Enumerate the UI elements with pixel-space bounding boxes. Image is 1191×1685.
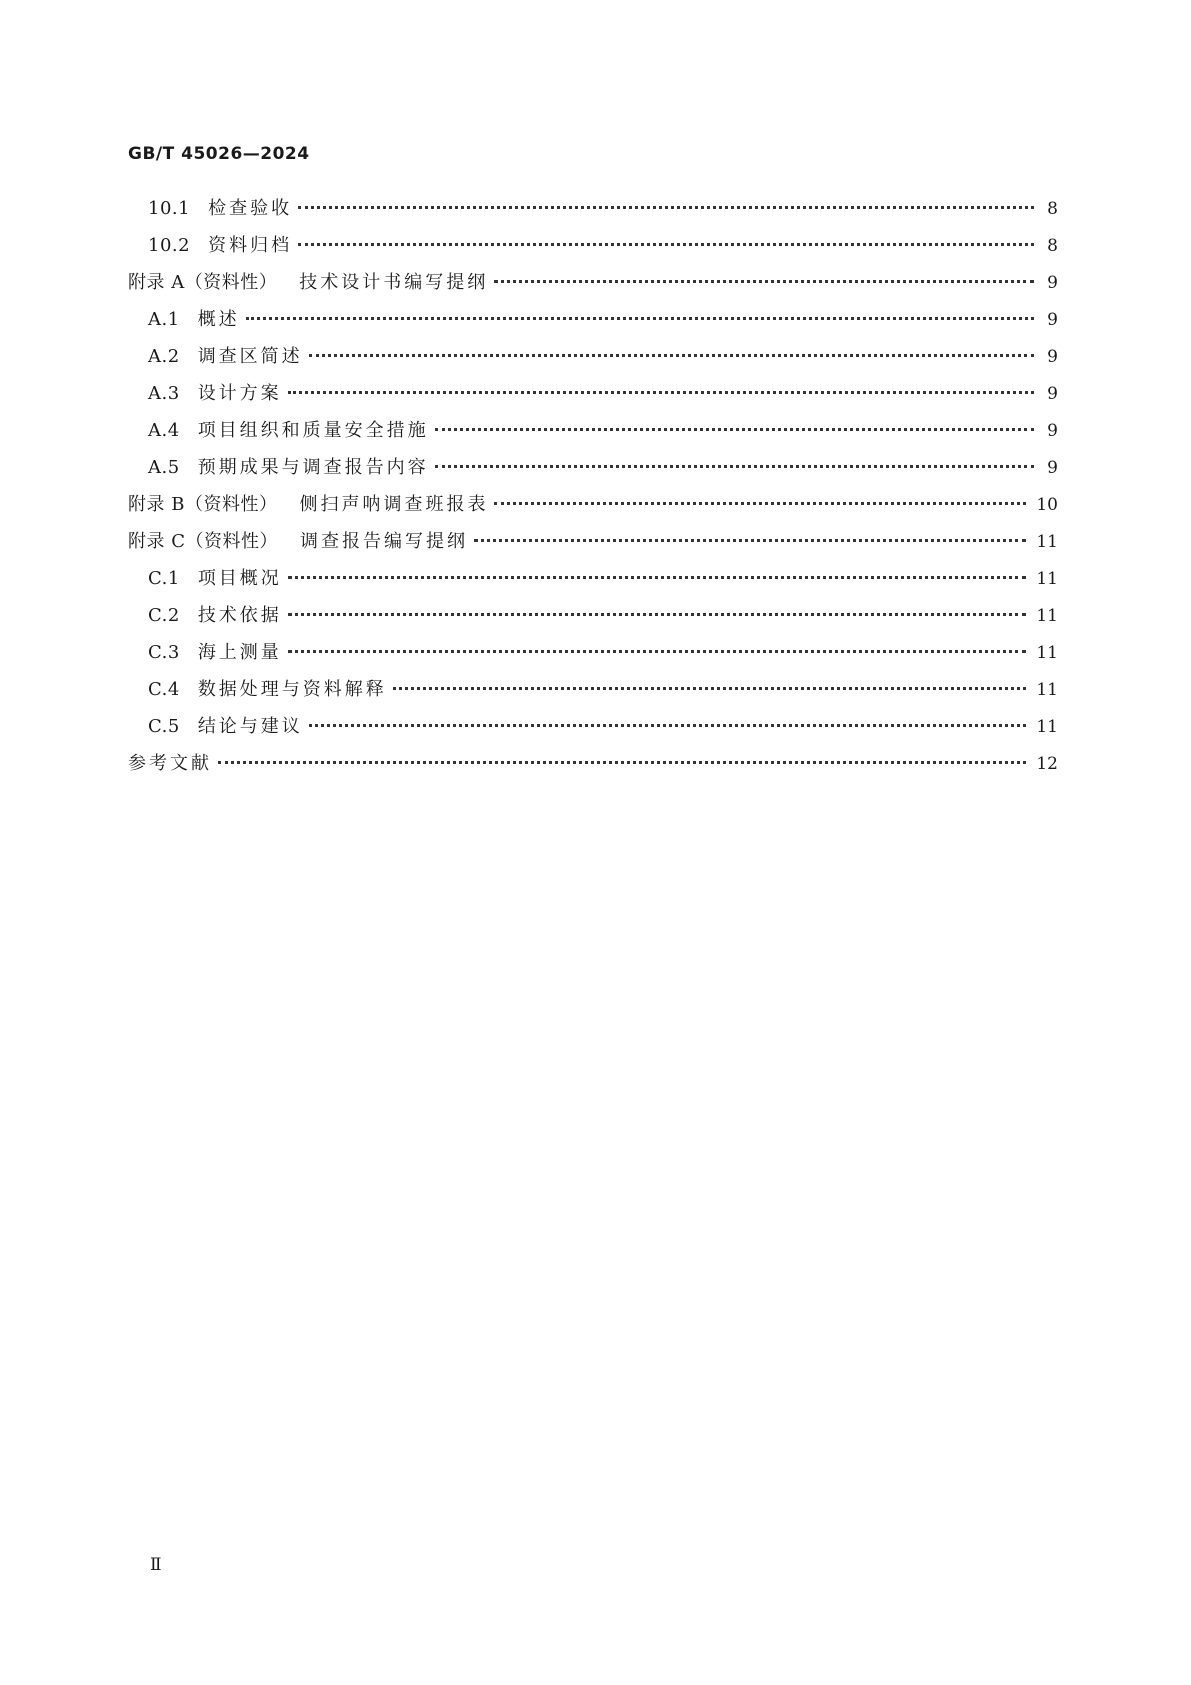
toc-entry-number: A.1 xyxy=(148,309,180,330)
toc-entry-page: 9 xyxy=(1047,384,1058,404)
table-of-contents xyxy=(128,190,1058,782)
toc-entry-title: 设计方案 xyxy=(197,383,282,404)
toc-entry-title: 资料归档 xyxy=(208,235,293,256)
toc-entry-title: 检查验收 xyxy=(208,198,293,219)
toc-entry-title: 结论与建议 xyxy=(197,716,303,737)
toc-entry-a-5[interactable] xyxy=(128,449,1058,486)
toc-entry-c-5[interactable] xyxy=(128,708,1058,745)
toc-entry-title: 项目概况 xyxy=(197,568,282,589)
toc-entry-page: 9 xyxy=(1047,458,1058,478)
toc-leader-dots xyxy=(218,761,1026,764)
toc-entry-page: 11 xyxy=(1036,569,1058,589)
toc-entry-page: 11 xyxy=(1036,532,1058,552)
toc-entry-page: 11 xyxy=(1036,717,1058,737)
toc-entry-appendix-c[interactable] xyxy=(128,523,1058,560)
toc-entry-10-2[interactable] xyxy=(128,227,1058,264)
toc-leader-dots xyxy=(435,465,1034,468)
toc-entry-page: 11 xyxy=(1036,606,1058,626)
toc-entry-page: 10 xyxy=(1036,495,1058,515)
toc-entry-appendix-a[interactable] xyxy=(128,264,1058,301)
toc-entry-title: 海上测量 xyxy=(197,642,282,663)
toc-entry-page: 11 xyxy=(1036,680,1058,700)
toc-entry-page: 8 xyxy=(1047,199,1058,219)
toc-leader-dots xyxy=(435,428,1034,431)
toc-entry-number: C.2 xyxy=(148,605,180,626)
toc-entry-title: 数据处理与资料解释 xyxy=(197,679,387,700)
toc-entry-title: 技术依据 xyxy=(197,605,282,626)
toc-entry-number: A.2 xyxy=(148,346,180,367)
toc-entry-references[interactable] xyxy=(128,745,1058,782)
toc-entry-page: 9 xyxy=(1047,421,1058,441)
toc-leader-dots xyxy=(474,539,1026,542)
toc-entry-number: 10.1 xyxy=(148,198,191,219)
toc-entry-c-2[interactable] xyxy=(128,597,1058,634)
toc-leader-dots xyxy=(288,613,1027,616)
toc-entry-page: 12 xyxy=(1036,754,1058,774)
toc-entry-a-4[interactable] xyxy=(128,412,1058,449)
toc-leader-dots xyxy=(288,650,1027,653)
toc-entry-c-1[interactable] xyxy=(128,560,1058,597)
toc-entry-page: 9 xyxy=(1047,273,1058,293)
toc-entry-number: C.1 xyxy=(148,568,180,589)
toc-entry-c-3[interactable] xyxy=(128,634,1058,671)
toc-entry-a-1[interactable] xyxy=(128,301,1058,338)
toc-entry-number: 附录 C（资料性） xyxy=(128,531,278,552)
toc-entry-a-3[interactable] xyxy=(128,375,1058,412)
toc-leader-dots xyxy=(298,243,1034,246)
toc-entry-page: 8 xyxy=(1047,236,1058,256)
toc-entry-title: 调查区简述 xyxy=(197,346,303,367)
toc-entry-10-1[interactable] xyxy=(128,190,1058,227)
toc-entry-title: 技术设计书编写提纲 xyxy=(299,272,489,293)
toc-entry-page: 11 xyxy=(1036,643,1058,663)
toc-entry-number: A.5 xyxy=(148,457,180,478)
toc-entry-title: 预期成果与调查报告内容 xyxy=(197,457,429,478)
toc-entry-number: 10.2 xyxy=(148,235,191,256)
toc-entry-title: 调查报告编写提纲 xyxy=(300,531,468,552)
toc-leader-dots xyxy=(494,502,1026,505)
toc-entry-page: 9 xyxy=(1047,310,1058,330)
toc-entry-number: C.5 xyxy=(148,716,180,737)
toc-leader-dots xyxy=(288,391,1034,394)
toc-entry-title: 侧扫声呐调查班报表 xyxy=(299,494,489,515)
standard-code: GB/T 45026—2024 xyxy=(128,144,310,164)
toc-leader-dots xyxy=(393,687,1027,690)
toc-entry-number: A.4 xyxy=(148,420,180,441)
toc-leader-dots xyxy=(298,206,1034,209)
toc-leader-dots xyxy=(494,280,1034,283)
toc-entry-a-2[interactable] xyxy=(128,338,1058,375)
toc-entry-number: C.3 xyxy=(148,642,180,663)
toc-leader-dots xyxy=(309,724,1027,727)
toc-leader-dots xyxy=(246,317,1034,320)
toc-leader-dots xyxy=(288,576,1027,579)
toc-leader-dots xyxy=(309,354,1034,357)
toc-entry-title: 概述 xyxy=(197,309,240,330)
toc-entry-number: A.3 xyxy=(148,383,180,404)
toc-entry-title: 项目组织和质量安全措施 xyxy=(197,420,429,441)
page-number: Ⅱ xyxy=(150,1555,162,1575)
toc-entry-title: 参考文献 xyxy=(128,753,212,774)
toc-entry-number: 附录 A（资料性） xyxy=(128,272,278,293)
toc-entry-page: 9 xyxy=(1047,347,1058,367)
toc-entry-number: 附录 B（资料性） xyxy=(128,494,278,515)
toc-entry-c-4[interactable] xyxy=(128,671,1058,708)
toc-entry-number: C.4 xyxy=(148,679,180,700)
toc-entry-appendix-b[interactable] xyxy=(128,486,1058,523)
